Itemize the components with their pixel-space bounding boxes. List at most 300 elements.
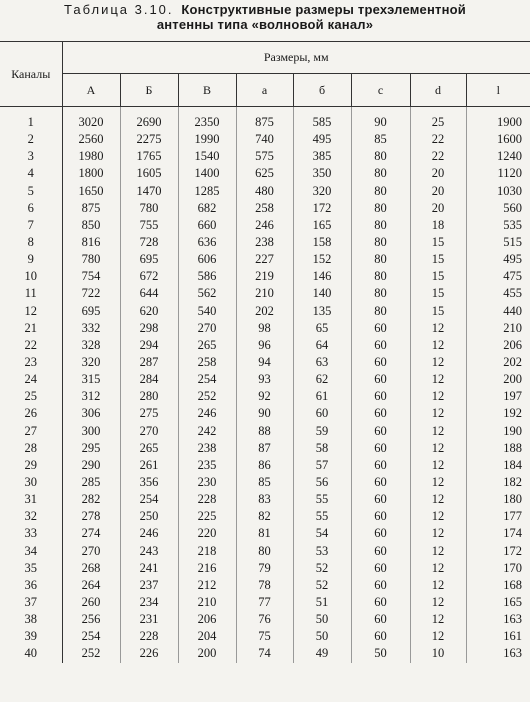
dimension-cell: 80 [351, 183, 410, 200]
dimension-cell: 256 [62, 611, 120, 628]
dimension-cell: 80 [236, 543, 293, 560]
dimension-cell: 210 [503, 320, 522, 335]
dimension-cell: 1650 [62, 183, 120, 200]
dimension-cell: 298 [120, 320, 178, 337]
dimension-cell: 455 [503, 286, 522, 301]
dimension-cell: 235 [178, 457, 236, 474]
dimension-cell: 206 [178, 611, 236, 628]
dimension-cell: 1990 [178, 131, 236, 148]
dimension-cell: 56 [293, 474, 351, 491]
dimension-cell: 12 [410, 508, 466, 525]
dimension-cell: 216 [178, 560, 236, 577]
dimension-cell: 1030 [497, 183, 522, 198]
dimension-cell: 60 [351, 491, 410, 508]
dimension-cell: 80 [351, 251, 410, 268]
dimension-cell: 3020 [62, 107, 120, 132]
dimension-cell: 50 [293, 628, 351, 645]
dimension-cell: 182 [503, 475, 522, 490]
table-row [0, 457, 530, 474]
dimension-cell: 25 [410, 107, 466, 132]
dimension-cell: 260 [62, 594, 120, 611]
dimension-cell: 202 [503, 355, 522, 370]
dimension-cell: 85 [351, 131, 410, 148]
dimension-cell: 252 [62, 645, 120, 662]
table-row [0, 405, 530, 422]
channel-number-cell: 23 [0, 354, 62, 371]
dimension-cell: 188 [503, 440, 522, 455]
dimension-cell: 52 [293, 577, 351, 594]
dimension-cell: 1400 [178, 165, 236, 182]
dimension-cell: 180 [503, 492, 522, 507]
dimension-cell: 315 [62, 371, 120, 388]
dimension-cell: 228 [178, 491, 236, 508]
table-row [0, 560, 530, 577]
dimension-cell: 227 [236, 251, 293, 268]
table-row [0, 285, 530, 302]
dimension-cell: 80 [351, 268, 410, 285]
dimension-cell: 2275 [120, 131, 178, 148]
dimension-cell: 57 [293, 457, 351, 474]
table-row [0, 645, 530, 662]
dimension-cell: 284 [120, 371, 178, 388]
column-header-row [0, 74, 530, 107]
dimension-cell: 81 [236, 525, 293, 542]
dimension-cell: 231 [120, 611, 178, 628]
dimension-cell: 780 [120, 200, 178, 217]
dimension-cell: 60 [351, 560, 410, 577]
channel-number-cell: 34 [0, 543, 62, 560]
dimension-cell: 1240 [497, 149, 522, 164]
dimension-cell: 80 [351, 217, 410, 234]
dimension-cell: 60 [351, 577, 410, 594]
dimension-cell: 268 [62, 560, 120, 577]
dimension-cell: 606 [178, 251, 236, 268]
dimension-cell: 261 [120, 457, 178, 474]
dimension-cell: 1980 [62, 148, 120, 165]
dimension-cell: 274 [62, 525, 120, 542]
dimension-cell: 238 [236, 234, 293, 251]
dimension-cell: 174 [503, 526, 522, 541]
dimension-cell: 98 [236, 320, 293, 337]
dimension-cell: 60 [351, 337, 410, 354]
dimension-cell: 140 [293, 285, 351, 302]
dimension-cell: 93 [236, 371, 293, 388]
dimension-cell: 2690 [120, 107, 178, 132]
dimension-cell: 226 [120, 645, 178, 662]
dimension-cell: 722 [62, 285, 120, 302]
dimension-cell: 197 [503, 389, 522, 404]
channel-number-cell: 37 [0, 594, 62, 611]
dimension-cell: 60 [351, 320, 410, 337]
table-row [0, 440, 530, 457]
dimension-cell: 200 [503, 372, 522, 387]
dimension-cell: 562 [178, 285, 236, 302]
dimension-cell: 10 [410, 645, 466, 662]
table-row [0, 251, 530, 268]
column-header: l [466, 74, 530, 107]
dimension-cell: 306 [62, 405, 120, 422]
column-header: а [236, 74, 293, 107]
dimension-cell: 62 [293, 371, 351, 388]
table-row [0, 474, 530, 491]
dimension-cell: 202 [236, 303, 293, 320]
channel-number-cell: 31 [0, 491, 62, 508]
dimension-cell: 356 [120, 474, 178, 491]
dimension-cell: 875 [236, 107, 293, 132]
dimension-cell: 12 [410, 491, 466, 508]
dimension-cell: 60 [351, 543, 410, 560]
dimension-cell: 242 [178, 423, 236, 440]
column-header: с [351, 74, 410, 107]
dimension-cell: 265 [178, 337, 236, 354]
dimension-cell: 15 [410, 268, 466, 285]
dimension-cell: 204 [178, 628, 236, 645]
dimension-cell: 252 [178, 388, 236, 405]
table-row [0, 268, 530, 285]
dimension-cell: 258 [178, 354, 236, 371]
table-row [0, 107, 530, 132]
dimension-cell: 12 [410, 320, 466, 337]
channel-number-cell: 38 [0, 611, 62, 628]
channel-number-cell: 8 [0, 234, 62, 251]
dimension-cell: 12 [410, 457, 466, 474]
dimensions-table [0, 41, 530, 663]
dimension-cell: 495 [293, 131, 351, 148]
dimension-cell: 60 [351, 628, 410, 645]
table-row [0, 594, 530, 611]
dimension-cell: 63 [293, 354, 351, 371]
dimension-cell: 60 [351, 474, 410, 491]
table-row [0, 148, 530, 165]
channel-number-cell: 11 [0, 285, 62, 302]
dimension-cell: 77 [236, 594, 293, 611]
dimension-cell: 636 [178, 234, 236, 251]
dimension-cell: 12 [410, 371, 466, 388]
channel-number-cell: 27 [0, 423, 62, 440]
table-row [0, 320, 530, 337]
channel-number-cell: 12 [0, 303, 62, 320]
dimension-cell: 1765 [120, 148, 178, 165]
channel-number-cell: 28 [0, 440, 62, 457]
table-body [0, 107, 530, 663]
dimension-cell: 83 [236, 491, 293, 508]
dimension-cell: 90 [236, 405, 293, 422]
dimension-cell: 264 [62, 577, 120, 594]
dimension-cell: 172 [293, 200, 351, 217]
table-row [0, 200, 530, 217]
dimension-cell: 60 [351, 594, 410, 611]
dimension-cell: 1605 [120, 165, 178, 182]
channel-number-cell: 29 [0, 457, 62, 474]
dimension-cell: 278 [62, 508, 120, 525]
dimension-cell: 586 [178, 268, 236, 285]
dimension-cell: 192 [503, 406, 522, 421]
dimension-cell: 1120 [497, 166, 522, 181]
dimension-cell: 190 [503, 423, 522, 438]
column-header: Б [120, 74, 178, 107]
dimension-cell: 246 [236, 217, 293, 234]
dimension-cell: 234 [120, 594, 178, 611]
dimension-cell: 146 [293, 268, 351, 285]
table-row [0, 543, 530, 560]
dimension-cell: 94 [236, 354, 293, 371]
dimension-cell: 177 [503, 509, 522, 524]
table-row [0, 303, 530, 320]
dimension-cell: 80 [351, 200, 410, 217]
dimension-cell: 210 [236, 285, 293, 302]
dimension-cell: 12 [410, 474, 466, 491]
dimension-cell: 695 [62, 303, 120, 320]
dimension-cell: 15 [410, 234, 466, 251]
dimension-cell: 295 [62, 440, 120, 457]
dimension-cell: 265 [120, 440, 178, 457]
table-row [0, 354, 530, 371]
table-row [0, 628, 530, 645]
dimension-cell: 620 [120, 303, 178, 320]
dimension-cell: 206 [503, 337, 522, 352]
dimension-cell: 12 [410, 611, 466, 628]
column-header: А [62, 74, 120, 107]
channel-number-cell: 9 [0, 251, 62, 268]
dimension-cell: 320 [62, 354, 120, 371]
dimension-cell: 135 [293, 303, 351, 320]
dimension-cell: 87 [236, 440, 293, 457]
dimension-cell: 672 [120, 268, 178, 285]
dimension-cell: 60 [351, 423, 410, 440]
dimension-cell: 200 [178, 645, 236, 662]
dimension-cell: 152 [293, 251, 351, 268]
dimension-cell: 210 [178, 594, 236, 611]
dimension-cell: 1900 [497, 115, 522, 130]
dimension-cell: 660 [178, 217, 236, 234]
dimension-cell: 515 [503, 235, 522, 250]
dimension-cell: 55 [293, 491, 351, 508]
table-row [0, 183, 530, 200]
dimension-cell: 238 [178, 440, 236, 457]
dimension-cell: 230 [178, 474, 236, 491]
dimension-cell: 60 [351, 388, 410, 405]
dimension-cell: 2560 [62, 131, 120, 148]
dimension-cell: 12 [410, 594, 466, 611]
dimension-cell: 270 [120, 423, 178, 440]
dimension-cell: 12 [410, 543, 466, 560]
channel-number-cell: 1 [0, 107, 62, 132]
table-row [0, 508, 530, 525]
dimension-cell: 60 [351, 405, 410, 422]
dimension-cell: 79 [236, 560, 293, 577]
dimension-cell: 12 [410, 405, 466, 422]
table-number: Таблица 3.10. [64, 2, 174, 17]
dimension-cell: 90 [351, 107, 410, 132]
dimension-cell: 165 [503, 595, 522, 609]
channel-number-cell: 5 [0, 183, 62, 200]
channel-number-cell: 3 [0, 148, 62, 165]
dimension-cell: 254 [62, 628, 120, 645]
channel-number-cell: 2 [0, 131, 62, 148]
table-row [0, 234, 530, 251]
dimension-cell: 51 [293, 594, 351, 611]
dimension-cell: 22 [410, 148, 466, 165]
table-row [0, 388, 530, 405]
dimension-cell: 682 [178, 200, 236, 217]
dimension-cell: 695 [120, 251, 178, 268]
dimension-cell: 88 [236, 423, 293, 440]
dimension-cell: 12 [410, 337, 466, 354]
dimension-cell: 1470 [120, 183, 178, 200]
channel-number-cell: 32 [0, 508, 62, 525]
dimension-cell: 287 [120, 354, 178, 371]
channel-number-cell: 33 [0, 525, 62, 542]
dimension-cell: 161 [503, 629, 522, 644]
channel-number-cell: 36 [0, 577, 62, 594]
dimension-cell: 246 [120, 525, 178, 542]
table-row [0, 337, 530, 354]
dimension-cell: 332 [62, 320, 120, 337]
dimension-cell: 254 [178, 371, 236, 388]
dimension-cell: 220 [178, 525, 236, 542]
dimension-cell: 85 [236, 474, 293, 491]
dimension-cell: 80 [351, 285, 410, 302]
column-header: d [410, 74, 466, 107]
dimension-cell: 1285 [178, 183, 236, 200]
dimension-cell: 644 [120, 285, 178, 302]
table-row [0, 165, 530, 182]
dimension-cell: 350 [293, 165, 351, 182]
dimension-cell: 80 [351, 148, 410, 165]
channel-number-cell: 30 [0, 474, 62, 491]
dimensions-group-header: Размеры, мм [62, 42, 530, 74]
channel-number-cell: 7 [0, 217, 62, 234]
channel-number-cell: 35 [0, 560, 62, 577]
dimension-cell: 495 [503, 252, 522, 267]
dimension-cell: 320 [293, 183, 351, 200]
dimension-cell: 312 [62, 388, 120, 405]
table-row [0, 525, 530, 542]
channel-number-cell: 21 [0, 320, 62, 337]
dimension-cell: 225 [178, 508, 236, 525]
dimension-cell: 755 [120, 217, 178, 234]
channels-header: Каналы [0, 42, 62, 107]
dimension-cell: 52 [293, 560, 351, 577]
dimension-cell: 560 [503, 200, 522, 215]
dimension-cell: 1600 [497, 132, 522, 147]
dimension-cell: 12 [410, 560, 466, 577]
channel-number-cell: 6 [0, 200, 62, 217]
dimension-cell: 754 [62, 268, 120, 285]
table-row [0, 577, 530, 594]
dimension-cell: 50 [293, 611, 351, 628]
dimension-cell: 585 [293, 107, 351, 132]
caption-line-1 [0, 2, 530, 17]
dimension-cell: 75 [236, 628, 293, 645]
dimension-cell: 12 [410, 388, 466, 405]
dimension-cell: 20 [410, 200, 466, 217]
dimension-cell: 2350 [178, 107, 236, 132]
dimension-cell: 440 [503, 303, 522, 318]
dimension-cell: 740 [236, 131, 293, 148]
dimension-cell: 61 [293, 388, 351, 405]
dimension-cell: 92 [236, 388, 293, 405]
dimension-cell: 60 [351, 457, 410, 474]
dimension-cell: 49 [293, 645, 351, 662]
dimension-cell: 168 [503, 577, 522, 592]
dimension-cell: 65 [293, 320, 351, 337]
dimension-cell: 80 [351, 165, 410, 182]
dimension-cell: 540 [178, 303, 236, 320]
table-row [0, 371, 530, 388]
table-row [0, 423, 530, 440]
dimension-cell: 60 [351, 611, 410, 628]
dimension-cell: 60 [351, 440, 410, 457]
dimension-cell: 480 [236, 183, 293, 200]
dimension-cell: 58 [293, 440, 351, 457]
dimension-cell: 258 [236, 200, 293, 217]
dimension-cell: 228 [120, 628, 178, 645]
dimension-cell: 270 [178, 320, 236, 337]
dimension-cell: 780 [62, 251, 120, 268]
dimension-cell: 850 [62, 217, 120, 234]
dimension-cell: 816 [62, 234, 120, 251]
dimension-cell: 1540 [178, 148, 236, 165]
dimension-cell: 96 [236, 337, 293, 354]
column-header: В [178, 74, 236, 107]
table-caption [0, 2, 530, 32]
dimension-cell: 385 [293, 148, 351, 165]
dimension-cell: 60 [351, 354, 410, 371]
dimension-cell: 18 [410, 217, 466, 234]
dimension-cell: 60 [351, 525, 410, 542]
dimension-cell: 285 [62, 474, 120, 491]
dimension-cell: 22 [410, 131, 466, 148]
dimension-cell: 290 [62, 457, 120, 474]
channel-number-cell: 25 [0, 388, 62, 405]
dimension-cell: 172 [503, 543, 522, 558]
dimension-cell: 241 [120, 560, 178, 577]
dimension-cell: 78 [236, 577, 293, 594]
dimension-cell: 728 [120, 234, 178, 251]
table-row [0, 611, 530, 628]
dimension-cell: 60 [293, 405, 351, 422]
table-row [0, 131, 530, 148]
dimension-cell: 280 [120, 388, 178, 405]
dimension-cell: 50 [351, 645, 410, 662]
dimension-cell: 12 [410, 423, 466, 440]
dimension-cell: 80 [351, 303, 410, 320]
dimension-cell: 76 [236, 611, 293, 628]
dimension-cell: 15 [410, 251, 466, 268]
channel-number-cell: 10 [0, 268, 62, 285]
dimension-cell: 328 [62, 337, 120, 354]
dimension-cell: 53 [293, 543, 351, 560]
dimension-cell: 163 [503, 612, 522, 627]
dimension-cell: 80 [351, 234, 410, 251]
dimension-cell: 82 [236, 508, 293, 525]
dimension-cell: 15 [410, 303, 466, 320]
dimension-cell: 275 [120, 405, 178, 422]
dimension-cell: 60 [351, 508, 410, 525]
dimension-cell: 12 [410, 525, 466, 542]
dimension-cell: 246 [178, 405, 236, 422]
dimension-cell: 218 [178, 543, 236, 560]
dimension-cell: 212 [178, 577, 236, 594]
table-row [0, 491, 530, 508]
dimension-cell: 294 [120, 337, 178, 354]
dimension-cell: 55 [293, 508, 351, 525]
channel-number-cell: 26 [0, 405, 62, 422]
dimension-cell: 254 [120, 491, 178, 508]
dimension-cell: 165 [293, 217, 351, 234]
dimension-cell: 12 [410, 577, 466, 594]
